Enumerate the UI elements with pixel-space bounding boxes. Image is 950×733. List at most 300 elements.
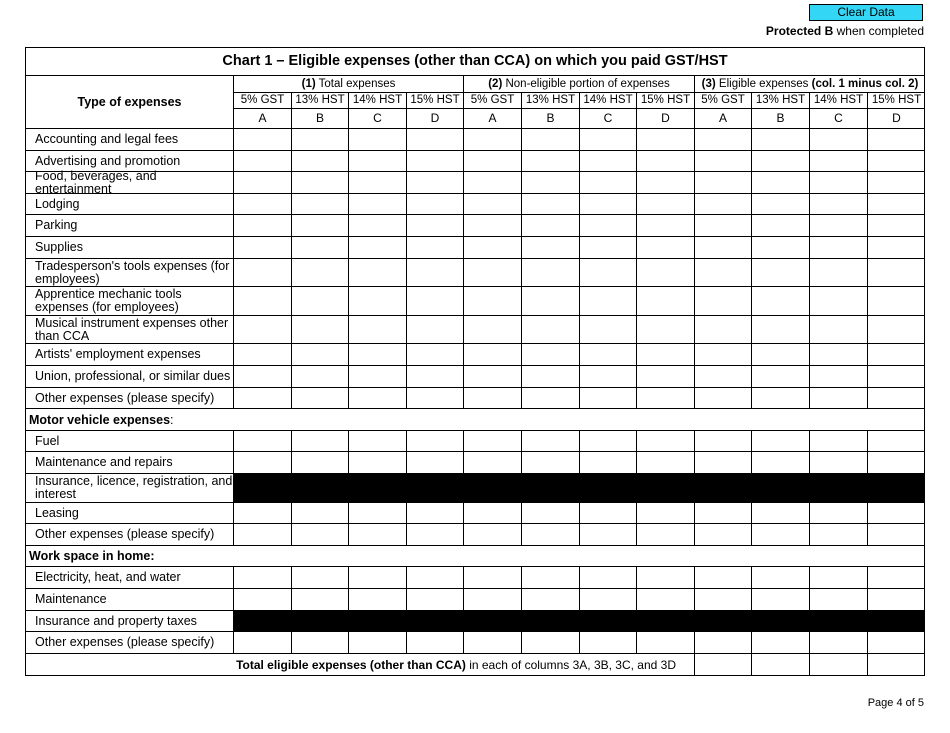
amount-input-cell[interactable] xyxy=(752,452,810,474)
amount-input-cell[interactable] xyxy=(522,388,580,409)
amount-input-cell[interactable] xyxy=(407,287,464,316)
amount-input-cell[interactable] xyxy=(234,366,292,388)
column-letter: B xyxy=(522,109,580,129)
amount-input-cell[interactable] xyxy=(234,151,292,172)
amount-input-cell[interactable] xyxy=(868,259,925,287)
amount-input-cell[interactable] xyxy=(522,567,580,589)
amount-input-cell[interactable] xyxy=(234,589,292,611)
amount-input-cell[interactable] xyxy=(407,344,464,366)
amount-input-cell[interactable] xyxy=(522,452,580,474)
expense-label: Supplies xyxy=(26,237,234,259)
amount-input-cell[interactable] xyxy=(522,366,580,388)
amount-input-cell[interactable] xyxy=(637,194,695,215)
total-input-cell[interactable] xyxy=(752,654,810,675)
expense-label: Maintenance and repairs xyxy=(26,452,234,474)
amount-input-cell[interactable] xyxy=(464,589,522,611)
amount-input-cell[interactable] xyxy=(637,388,695,409)
amount-input-cell[interactable] xyxy=(522,316,580,344)
amount-input-cell[interactable] xyxy=(868,215,925,237)
amount-input-cell[interactable] xyxy=(522,129,580,151)
amount-input-cell[interactable] xyxy=(695,194,752,215)
rate-header: 15% HST xyxy=(407,93,464,109)
amount-input-cell[interactable] xyxy=(407,316,464,344)
amount-input-cell[interactable] xyxy=(522,632,580,654)
amount-input-cell[interactable] xyxy=(752,388,810,409)
blocked-cells xyxy=(234,474,925,503)
column-letter: A xyxy=(695,109,752,129)
protected-b-notice xyxy=(766,24,924,38)
amount-input-cell[interactable] xyxy=(234,237,292,259)
amount-input-cell[interactable] xyxy=(810,237,868,259)
expense-label: Union, professional, or similar dues xyxy=(26,366,234,388)
amount-input-cell[interactable] xyxy=(464,129,522,151)
amount-input-cell[interactable] xyxy=(464,259,522,287)
column-letter: C xyxy=(580,109,637,129)
amount-input-cell[interactable] xyxy=(292,589,349,611)
amount-input-cell[interactable] xyxy=(407,194,464,215)
expense-label: Insurance and property taxes xyxy=(26,611,234,632)
amount-input-cell[interactable] xyxy=(464,524,522,546)
amount-input-cell[interactable] xyxy=(810,287,868,316)
amount-input-cell[interactable] xyxy=(637,259,695,287)
amount-input-cell[interactable] xyxy=(810,452,868,474)
amount-input-cell[interactable] xyxy=(868,129,925,151)
amount-input-cell[interactable] xyxy=(234,632,292,654)
expense-label: Fuel xyxy=(26,431,234,452)
amount-input-cell[interactable] xyxy=(810,316,868,344)
amount-input-cell[interactable] xyxy=(464,237,522,259)
amount-input-cell[interactable] xyxy=(810,632,868,654)
amount-input-cell[interactable] xyxy=(464,287,522,316)
amount-input-cell[interactable] xyxy=(695,316,752,344)
type-of-expenses-header: Type of expenses xyxy=(26,76,234,129)
amount-input-cell[interactable] xyxy=(407,431,464,452)
amount-input-cell[interactable] xyxy=(349,366,407,388)
protected-b-label: Protected B xyxy=(765,24,834,38)
amount-input-cell[interactable] xyxy=(349,237,407,259)
chart-1-table xyxy=(25,47,925,676)
amount-input-cell[interactable] xyxy=(810,366,868,388)
amount-input-cell[interactable] xyxy=(868,567,925,589)
amount-input-cell[interactable] xyxy=(349,567,407,589)
total-input-cell[interactable] xyxy=(868,654,925,675)
rate-header: 14% HST xyxy=(810,93,868,109)
amount-input-cell[interactable] xyxy=(637,567,695,589)
amount-input-cell[interactable] xyxy=(810,194,868,215)
amount-input-cell[interactable] xyxy=(810,215,868,237)
amount-input-cell[interactable] xyxy=(868,151,925,172)
amount-input-cell[interactable] xyxy=(580,259,637,287)
amount-input-cell[interactable] xyxy=(407,172,464,194)
amount-input-cell[interactable] xyxy=(407,388,464,409)
amount-input-cell[interactable] xyxy=(695,151,752,172)
expense-label: Artists' employment expenses xyxy=(26,344,234,366)
amount-input-cell[interactable] xyxy=(580,431,637,452)
amount-input-cell[interactable] xyxy=(349,316,407,344)
amount-input-cell[interactable] xyxy=(407,503,464,524)
amount-input-cell[interactable] xyxy=(580,632,637,654)
amount-input-cell[interactable] xyxy=(522,589,580,611)
amount-input-cell[interactable] xyxy=(868,194,925,215)
amount-input-cell[interactable] xyxy=(522,172,580,194)
amount-input-cell[interactable] xyxy=(464,316,522,344)
amount-input-cell[interactable] xyxy=(349,259,407,287)
amount-input-cell[interactable] xyxy=(580,589,637,611)
amount-input-cell[interactable] xyxy=(810,388,868,409)
amount-input-cell[interactable] xyxy=(580,388,637,409)
column-letter: B xyxy=(292,109,349,129)
section-header xyxy=(26,546,925,567)
amount-input-cell[interactable] xyxy=(580,452,637,474)
amount-input-cell[interactable] xyxy=(407,366,464,388)
amount-input-cell[interactable] xyxy=(637,524,695,546)
amount-input-cell[interactable] xyxy=(868,366,925,388)
amount-input-cell[interactable] xyxy=(752,237,810,259)
amount-input-cell[interactable] xyxy=(234,431,292,452)
rate-header: 14% HST xyxy=(580,93,637,109)
amount-input-cell[interactable] xyxy=(464,452,522,474)
expense-label: Lodging xyxy=(26,194,234,215)
amount-input-cell[interactable] xyxy=(695,524,752,546)
amount-input-cell[interactable] xyxy=(464,567,522,589)
amount-input-cell[interactable] xyxy=(752,194,810,215)
amount-input-cell[interactable] xyxy=(580,172,637,194)
amount-input-cell[interactable] xyxy=(580,129,637,151)
total-row-label xyxy=(26,654,695,675)
amount-input-cell[interactable] xyxy=(522,194,580,215)
amount-input-cell[interactable] xyxy=(349,589,407,611)
amount-input-cell[interactable] xyxy=(752,215,810,237)
amount-input-cell[interactable] xyxy=(349,388,407,409)
amount-input-cell[interactable] xyxy=(637,431,695,452)
amount-input-cell[interactable] xyxy=(464,388,522,409)
amount-input-cell[interactable] xyxy=(234,129,292,151)
rate-header: 5% GST xyxy=(234,93,292,109)
page-number: Page 4 of 5 xyxy=(867,697,924,709)
expense-label: Advertising and promotion xyxy=(26,151,234,172)
amount-input-cell[interactable] xyxy=(810,129,868,151)
amount-input-cell[interactable] xyxy=(580,237,637,259)
amount-input-cell[interactable] xyxy=(349,452,407,474)
amount-input-cell[interactable] xyxy=(752,259,810,287)
amount-input-cell[interactable] xyxy=(522,431,580,452)
amount-input-cell[interactable] xyxy=(522,344,580,366)
amount-input-cell[interactable] xyxy=(464,215,522,237)
rate-header: 13% HST xyxy=(522,93,580,109)
amount-input-cell[interactable] xyxy=(752,287,810,316)
group-formula: (col. 1 minus col. 2) xyxy=(811,78,919,90)
column-letter: D xyxy=(868,109,925,129)
amount-input-cell[interactable] xyxy=(407,259,464,287)
amount-input-cell[interactable] xyxy=(292,194,349,215)
amount-input-cell[interactable] xyxy=(637,129,695,151)
column-group-2-header xyxy=(464,76,695,93)
rate-header: 14% HST xyxy=(349,93,407,109)
amount-input-cell[interactable] xyxy=(580,344,637,366)
amount-input-cell[interactable] xyxy=(407,524,464,546)
amount-input-cell[interactable] xyxy=(464,151,522,172)
rate-header: 13% HST xyxy=(292,93,349,109)
rate-header: 5% GST xyxy=(464,93,522,109)
amount-input-cell[interactable] xyxy=(695,567,752,589)
expense-label: Other expenses (please specify) xyxy=(26,632,234,654)
amount-input-cell[interactable] xyxy=(349,215,407,237)
amount-input-cell[interactable] xyxy=(637,589,695,611)
amount-input-cell[interactable] xyxy=(637,151,695,172)
rate-header: 13% HST xyxy=(752,93,810,109)
amount-input-cell[interactable] xyxy=(695,431,752,452)
amount-input-cell[interactable] xyxy=(349,194,407,215)
expense-label: Other expenses (please specify) xyxy=(26,524,234,546)
amount-input-cell[interactable] xyxy=(292,237,349,259)
amount-input-cell[interactable] xyxy=(810,567,868,589)
amount-input-cell[interactable] xyxy=(695,452,752,474)
rate-header: 15% HST xyxy=(868,93,925,109)
total-input-cell[interactable] xyxy=(810,654,868,675)
amount-input-cell[interactable] xyxy=(292,524,349,546)
amount-input-cell[interactable] xyxy=(752,366,810,388)
amount-input-cell[interactable] xyxy=(464,194,522,215)
expense-label: Maintenance xyxy=(26,589,234,611)
amount-input-cell[interactable] xyxy=(868,316,925,344)
amount-input-cell[interactable] xyxy=(810,172,868,194)
amount-input-cell[interactable] xyxy=(292,215,349,237)
amount-input-cell[interactable] xyxy=(234,524,292,546)
expense-label: Musical instrument expenses other than CCA xyxy=(26,316,234,344)
amount-input-cell[interactable] xyxy=(292,366,349,388)
section-title: Motor vehicle expenses xyxy=(29,412,171,427)
amount-input-cell[interactable] xyxy=(292,129,349,151)
amount-input-cell[interactable] xyxy=(752,316,810,344)
amount-input-cell[interactable] xyxy=(522,215,580,237)
amount-input-cell[interactable] xyxy=(580,503,637,524)
amount-input-cell[interactable] xyxy=(637,366,695,388)
amount-input-cell[interactable] xyxy=(464,431,522,452)
protected-suffix: when completed xyxy=(833,24,924,38)
amount-input-cell[interactable] xyxy=(637,503,695,524)
group-number: (1) xyxy=(301,78,316,90)
amount-input-cell[interactable] xyxy=(868,452,925,474)
amount-input-cell[interactable] xyxy=(637,287,695,316)
amount-input-cell[interactable] xyxy=(234,215,292,237)
amount-input-cell[interactable] xyxy=(752,172,810,194)
amount-input-cell[interactable] xyxy=(695,237,752,259)
amount-input-cell[interactable] xyxy=(234,259,292,287)
amount-input-cell[interactable] xyxy=(234,452,292,474)
section-title: Work space in home: xyxy=(29,549,155,563)
amount-input-cell[interactable] xyxy=(292,452,349,474)
expense-label: Apprentice mechanic tools expenses (for employees) xyxy=(26,287,234,316)
amount-input-cell[interactable] xyxy=(407,632,464,654)
rate-header: 15% HST xyxy=(637,93,695,109)
amount-input-cell[interactable] xyxy=(695,259,752,287)
amount-input-cell[interactable] xyxy=(292,316,349,344)
amount-input-cell[interactable] xyxy=(580,316,637,344)
amount-input-cell[interactable] xyxy=(752,524,810,546)
amount-input-cell[interactable] xyxy=(349,172,407,194)
amount-input-cell[interactable] xyxy=(637,344,695,366)
amount-input-cell[interactable] xyxy=(637,632,695,654)
amount-input-cell[interactable] xyxy=(752,129,810,151)
group-number: (2) xyxy=(488,78,503,90)
amount-input-cell[interactable] xyxy=(407,237,464,259)
amount-input-cell[interactable] xyxy=(234,316,292,344)
amount-input-cell[interactable] xyxy=(752,567,810,589)
amount-input-cell[interactable] xyxy=(407,215,464,237)
amount-input-cell[interactable] xyxy=(868,589,925,611)
expense-label: Electricity, heat, and water xyxy=(26,567,234,589)
amount-input-cell[interactable] xyxy=(292,259,349,287)
amount-input-cell[interactable] xyxy=(637,316,695,344)
amount-input-cell[interactable] xyxy=(580,287,637,316)
column-letter: A xyxy=(464,109,522,129)
column-group-1-header xyxy=(234,76,464,93)
column-group-3-header xyxy=(695,76,925,93)
amount-input-cell[interactable] xyxy=(407,567,464,589)
amount-input-cell[interactable] xyxy=(868,388,925,409)
amount-input-cell[interactable] xyxy=(810,431,868,452)
amount-input-cell[interactable] xyxy=(349,431,407,452)
amount-input-cell[interactable] xyxy=(234,567,292,589)
total-input-cell[interactable] xyxy=(695,654,752,675)
amount-input-cell[interactable] xyxy=(234,172,292,194)
amount-input-cell[interactable] xyxy=(522,151,580,172)
amount-input-cell[interactable] xyxy=(637,172,695,194)
amount-input-cell[interactable] xyxy=(637,237,695,259)
amount-input-cell[interactable] xyxy=(695,129,752,151)
amount-input-cell[interactable] xyxy=(868,632,925,654)
expense-label: Food, beverages, and entertainment xyxy=(26,172,234,194)
amount-input-cell[interactable] xyxy=(522,237,580,259)
amount-input-cell[interactable] xyxy=(868,287,925,316)
amount-input-cell[interactable] xyxy=(695,366,752,388)
amount-input-cell[interactable] xyxy=(292,287,349,316)
amount-input-cell[interactable] xyxy=(349,503,407,524)
amount-input-cell[interactable] xyxy=(234,287,292,316)
amount-input-cell[interactable] xyxy=(695,215,752,237)
column-letter: C xyxy=(349,109,407,129)
amount-input-cell[interactable] xyxy=(349,151,407,172)
amount-input-cell[interactable] xyxy=(695,287,752,316)
amount-input-cell[interactable] xyxy=(695,344,752,366)
amount-input-cell[interactable] xyxy=(292,632,349,654)
amount-input-cell[interactable] xyxy=(580,151,637,172)
rate-header: 5% GST xyxy=(695,93,752,109)
amount-input-cell[interactable] xyxy=(292,344,349,366)
amount-input-cell[interactable] xyxy=(868,344,925,366)
expense-label: Insurance, licence, registration, and interest xyxy=(26,474,234,503)
amount-input-cell[interactable] xyxy=(580,194,637,215)
amount-input-cell[interactable] xyxy=(407,589,464,611)
amount-input-cell[interactable] xyxy=(349,287,407,316)
amount-input-cell[interactable] xyxy=(580,524,637,546)
section-header xyxy=(26,409,925,431)
amount-input-cell[interactable] xyxy=(695,503,752,524)
amount-input-cell[interactable] xyxy=(464,503,522,524)
amount-input-cell[interactable] xyxy=(752,151,810,172)
amount-input-cell[interactable] xyxy=(868,172,925,194)
amount-input-cell[interactable] xyxy=(868,431,925,452)
amount-input-cell[interactable] xyxy=(810,589,868,611)
amount-input-cell[interactable] xyxy=(752,632,810,654)
amount-input-cell[interactable] xyxy=(407,151,464,172)
amount-input-cell[interactable] xyxy=(580,567,637,589)
amount-input-cell[interactable] xyxy=(234,503,292,524)
amount-input-cell[interactable] xyxy=(464,344,522,366)
amount-input-cell[interactable] xyxy=(292,172,349,194)
amount-input-cell[interactable] xyxy=(349,524,407,546)
amount-input-cell[interactable] xyxy=(407,452,464,474)
section-suffix: : xyxy=(170,412,174,427)
amount-input-cell[interactable] xyxy=(292,388,349,409)
amount-input-cell[interactable] xyxy=(810,259,868,287)
amount-input-cell[interactable] xyxy=(752,589,810,611)
expense-label: Leasing xyxy=(26,503,234,524)
amount-input-cell[interactable] xyxy=(464,172,522,194)
amount-input-cell[interactable] xyxy=(349,129,407,151)
amount-input-cell[interactable] xyxy=(810,524,868,546)
amount-input-cell[interactable] xyxy=(234,388,292,409)
expense-label: Other expenses (please specify) xyxy=(26,388,234,409)
total-label-text xyxy=(26,654,676,675)
amount-input-cell[interactable] xyxy=(695,388,752,409)
amount-input-cell[interactable] xyxy=(810,503,868,524)
amount-input-cell[interactable] xyxy=(695,589,752,611)
amount-input-cell[interactable] xyxy=(234,344,292,366)
amount-input-cell[interactable] xyxy=(349,632,407,654)
amount-input-cell[interactable] xyxy=(580,215,637,237)
amount-input-cell[interactable] xyxy=(464,632,522,654)
expense-label: Parking xyxy=(26,215,234,237)
amount-input-cell[interactable] xyxy=(868,237,925,259)
clear-data-button[interactable]: Clear Data xyxy=(809,4,923,21)
amount-input-cell[interactable] xyxy=(292,503,349,524)
amount-input-cell[interactable] xyxy=(292,567,349,589)
column-letter: B xyxy=(752,109,810,129)
amount-input-cell[interactable] xyxy=(349,344,407,366)
total-label-rest: in each of columns 3A, 3B, 3C, and 3D xyxy=(465,657,676,672)
expense-label: Accounting and legal fees xyxy=(26,129,234,151)
total-label-bold: Total eligible expenses (other than CCA) xyxy=(236,657,466,672)
blocked-cells xyxy=(234,611,925,632)
amount-input-cell[interactable] xyxy=(234,194,292,215)
amount-input-cell[interactable] xyxy=(810,151,868,172)
amount-input-cell[interactable] xyxy=(522,287,580,316)
amount-input-cell[interactable] xyxy=(637,452,695,474)
amount-input-cell[interactable] xyxy=(407,129,464,151)
column-letter: D xyxy=(637,109,695,129)
amount-input-cell[interactable] xyxy=(695,632,752,654)
amount-input-cell[interactable] xyxy=(292,151,349,172)
group-label: Eligible expenses xyxy=(715,78,812,90)
amount-input-cell[interactable] xyxy=(464,366,522,388)
amount-input-cell[interactable] xyxy=(752,344,810,366)
amount-input-cell[interactable] xyxy=(637,215,695,237)
amount-input-cell[interactable] xyxy=(752,431,810,452)
amount-input-cell[interactable] xyxy=(752,503,810,524)
amount-input-cell[interactable] xyxy=(580,366,637,388)
amount-input-cell[interactable] xyxy=(522,259,580,287)
amount-input-cell[interactable] xyxy=(810,344,868,366)
amount-input-cell[interactable] xyxy=(522,503,580,524)
group-label: Total expenses xyxy=(315,78,396,90)
amount-input-cell[interactable] xyxy=(522,524,580,546)
column-letter: C xyxy=(810,109,868,129)
amount-input-cell[interactable] xyxy=(868,524,925,546)
amount-input-cell[interactable] xyxy=(695,172,752,194)
amount-input-cell[interactable] xyxy=(868,503,925,524)
amount-input-cell[interactable] xyxy=(292,431,349,452)
